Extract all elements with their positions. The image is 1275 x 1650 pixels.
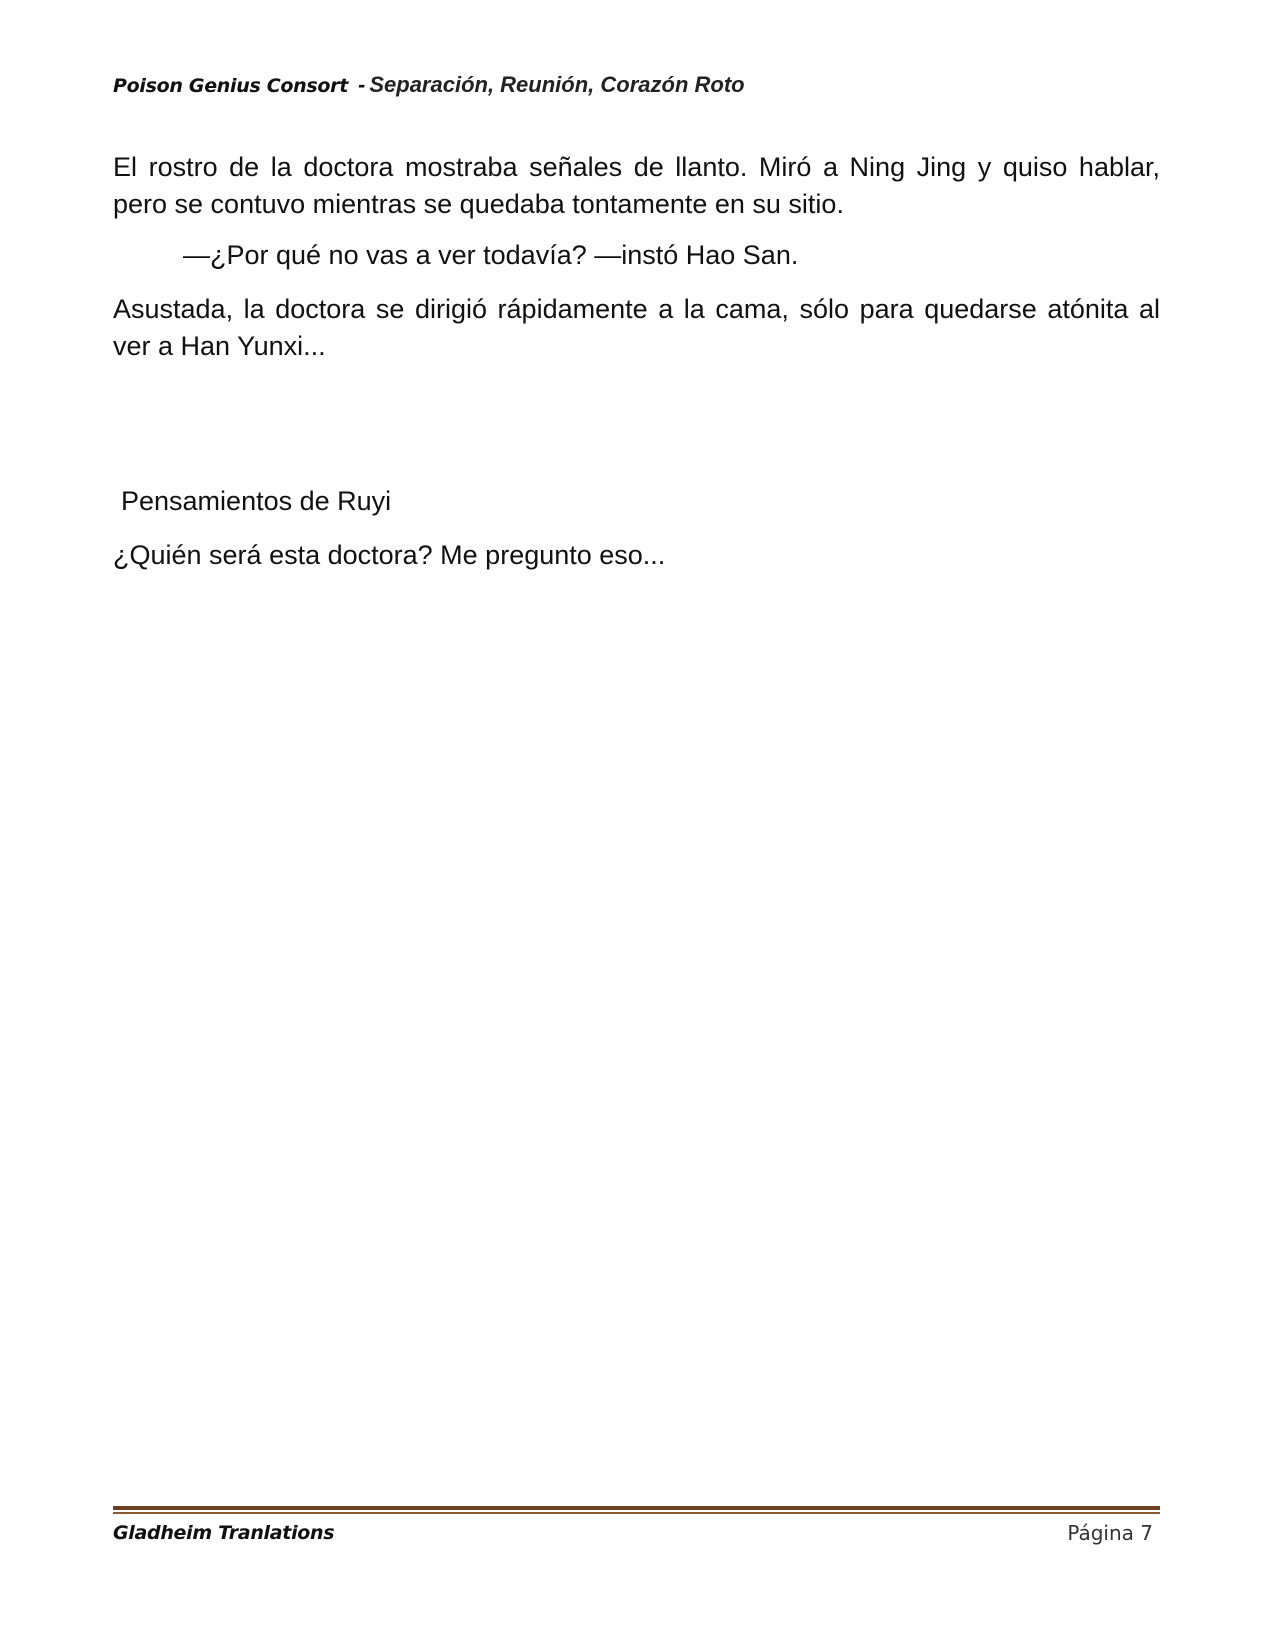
footer-publisher: Gladheim Tranlations — [113, 1522, 335, 1544]
paragraph-2-dialogue: —¿Por qué no vas a ver todavía? —instó Hao San. — [183, 240, 799, 270]
paragraph-3: Asustada, la doctora se dirigió rápidamente a la cama, sólo para quedarse atónita al ver a Han Yunxi... — [113, 294, 1160, 361]
footer-rule-thick — [113, 1506, 1160, 1510]
chapter-title: Separación, Reunión, Corazón Roto — [369, 72, 745, 97]
page-header — [113, 72, 745, 98]
footer-rule-thin — [113, 1512, 1160, 1514]
footer-page-number: Página 7 — [1067, 1521, 1153, 1545]
paragraph-4: ¿Quién será esta doctora? Me pregunto eso... — [113, 540, 666, 570]
book-title: Poison Genius Consort — [113, 75, 349, 97]
section-heading: Pensamientos de Ruyi — [121, 486, 392, 516]
paragraph-1: El rostro de la doctora mostraba señales de llanto. Miró a Ning Jing y quiso hablar, pero se contuvo mientras se quedaba tontamente en su sitio. — [113, 152, 1160, 219]
header-separator: - — [358, 72, 366, 97]
